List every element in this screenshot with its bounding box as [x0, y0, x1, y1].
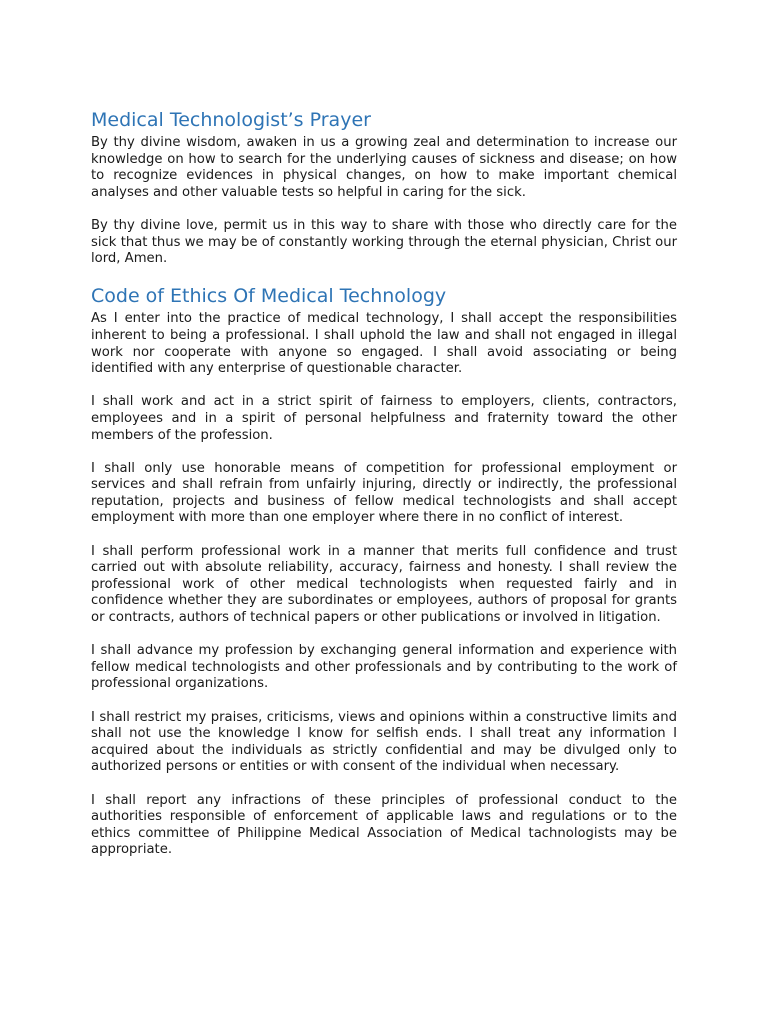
document-page — [91, 108, 677, 876]
ethics-paragraph-7: I shall report any infractions of these principles of professional conduct to the authorities responsible of enforcement of applicable laws and regulations or to the ethics committee of Philippine Medical Association of Medical tachnologists may be appropriate. — [91, 792, 677, 858]
prayer-heading: Medical Technologist’s Prayer — [91, 109, 371, 131]
ethics-paragraph-2: I shall work and act in a strict spirit of fairness to employers, clients, contractors, employees and in a spirit of personal helpfulness and fraternity toward the other members of the profession. — [91, 394, 677, 443]
ethics-paragraph-1: As I enter into the practice of medical technology, I shall accept the responsibilities inherent to being a professional. I shall uphold the law and shall not engaged in illegal work nor cooperate with anyone so engaged. I shall avoid associating or being identified with any enterprise of questionable character. — [91, 311, 677, 377]
ethics-paragraph-5: I shall advance my profession by exchanging general information and experience with fellow medical technologists and other professionals and by contributing to the work of professional organizations. — [91, 643, 677, 692]
prayer-paragraph-1: By thy divine wisdom, awaken in us a growing zeal and determination to increase our knowledge on how to search for the underlying causes of sickness and disease; on how to recognize evidences in physical changes, on how to make important chemical analyses and other valuable tests so helpful in caring for the sick. — [91, 135, 677, 200]
ethics-paragraph-6: I shall restrict my praises, criticisms, views and opinions within a constructive limits and shall not use the knowledge I know for selfish ends. I shall treat any information I acquired about the individuals as strictly confidential and may be divulged only to authorized persons or entities or with consent of the individual when necessary. — [91, 709, 677, 775]
code-of-ethics-section — [91, 284, 677, 859]
prayer-section — [91, 108, 677, 268]
ethics-paragraph-4: I shall perform professional work in a manner that merits full confidence and trust carried out with absolute reliability, accuracy, fairness and honesty. I shall review the professional work of other medical technologists when requested fairly and in confidence whether they are subordinates or employees, authors of proposal for grants or contracts, authors of technical papers or other publications or involved in litigation. — [91, 543, 677, 626]
ethics-paragraph-3: I shall only use honorable means of competition for professional employment or services and shall refrain from unfairly injuring, directly or indirectly, the professional reputation, projects and business of fellow medical technologists and shall accept employment with more than one employer where there in no conflict of interest. — [91, 460, 677, 526]
prayer-paragraph-2: By thy divine love, permit us in this way to share with those who directly care for the sick that thus we may be of constantly working through the eternal physician, Christ our lord, Amen. — [91, 217, 677, 267]
code-of-ethics-heading: Code of Ethics Of Medical Technology — [91, 285, 447, 308]
